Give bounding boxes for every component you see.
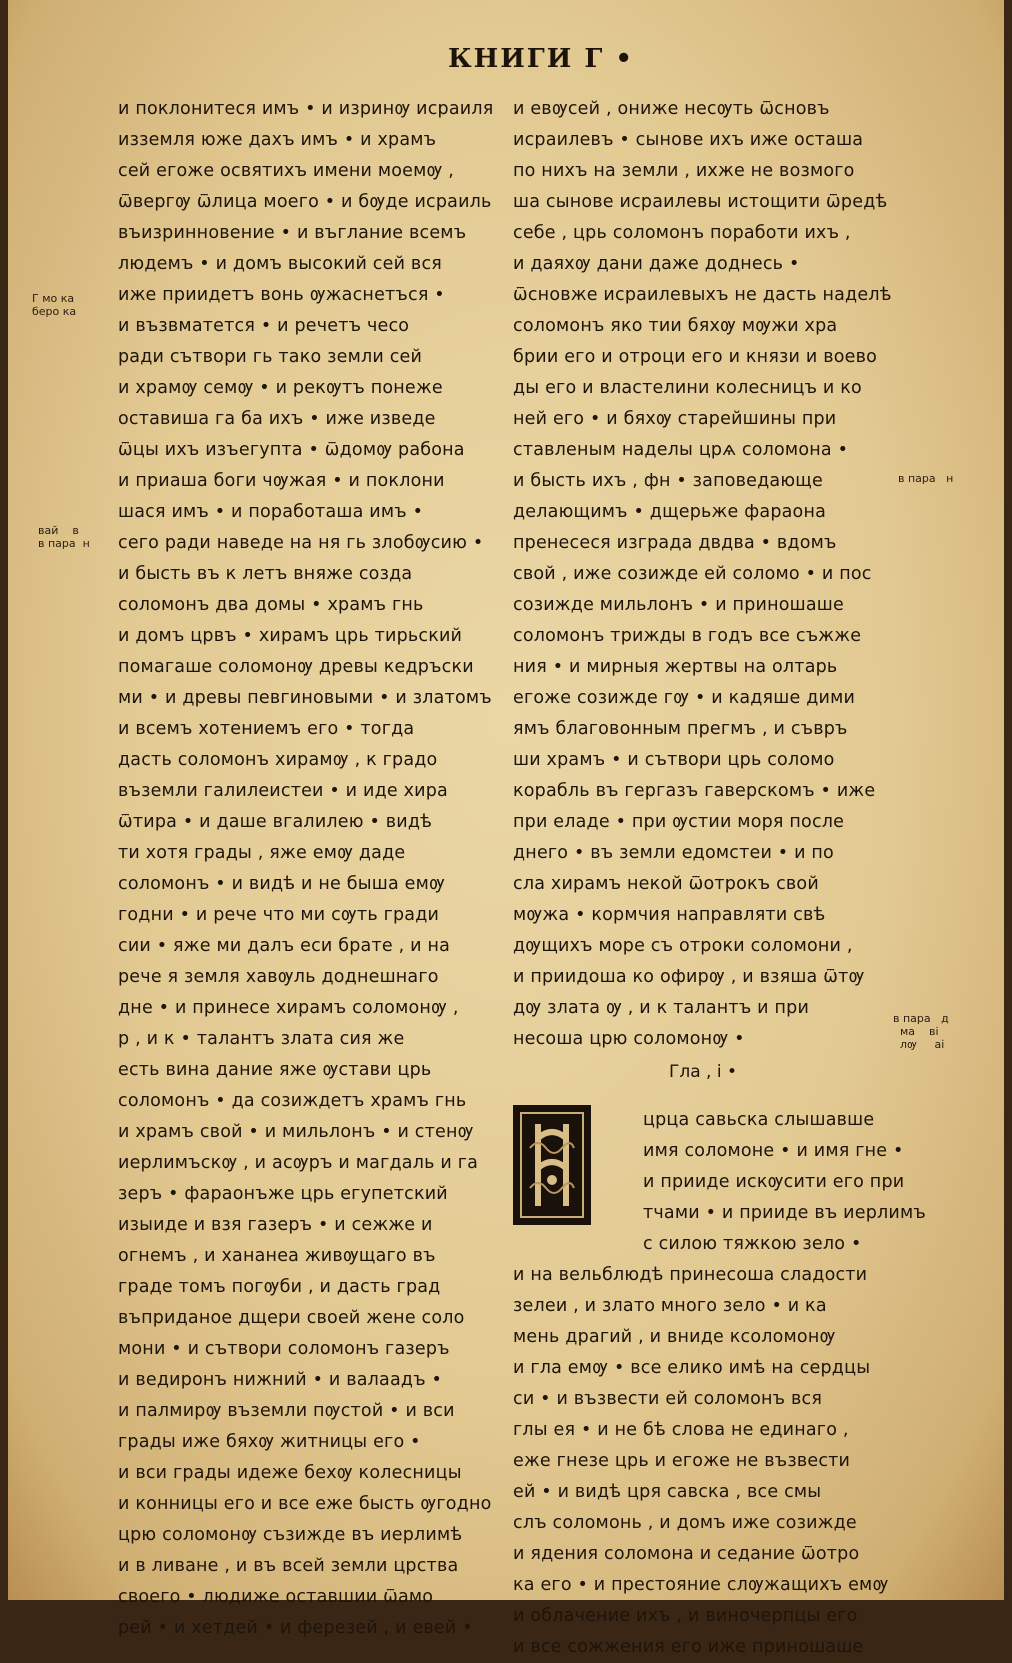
text-line: с силою тяжкою зело •: [643, 1234, 862, 1254]
text-line: изыиде и взя газеръ • и сежже и: [118, 1215, 433, 1235]
text-line: тчами • и прииде въ иерлимъ: [643, 1203, 926, 1223]
text-line: ды его и властелини колесницъ и ко: [513, 378, 862, 398]
text-line: имя соломоне • и имя гне •: [643, 1141, 904, 1161]
text-line: брии его и отроци его и князи и воево: [513, 347, 878, 367]
text-line: мони • и сътвори соломонъ газеръ: [118, 1339, 450, 1359]
text-line: несоша црю соломонѹ •: [513, 1029, 745, 1049]
text-line: и приидоша ко офирѹ , и взяша ѿтѹ: [513, 967, 865, 987]
text-line: и гла емѹ • все елико имѣ на сердцы: [513, 1358, 871, 1378]
text-line: грады иже бяхѹ житницы его •: [118, 1432, 421, 1452]
text-line: и облачение ихъ , и виночерпцы его: [513, 1606, 858, 1626]
text-line: людемъ • и домъ высокий сей вся: [118, 254, 442, 274]
text-line: црца савьска слышавше: [643, 1110, 875, 1130]
text-line: ѿвергѹ ѿлица моего • и бѹде исраиль: [118, 192, 492, 212]
margin-note-right-2: в пара д ма ві лѹ аі: [893, 1012, 949, 1051]
text-line: рей • и хетдей • и ферезей , и евей •: [118, 1618, 473, 1638]
text-line: си • и възвести ей соломонъ вся: [513, 1389, 823, 1409]
text-line: мень драгий , и вниде ксоломонѹ: [513, 1327, 836, 1347]
text-line: и бысть въ к летъ вняже созда: [118, 564, 413, 584]
running-head: КНИГИ Г •: [448, 44, 634, 74]
text-line: соломонъ • да созиждетъ храмъ гнь: [118, 1091, 467, 1111]
text-line: днего • въ земли едомстеи • и по: [513, 843, 834, 863]
text-line: ней его • и бяхѹ старейшины при: [513, 409, 837, 429]
right-column-bottom-text: [513, 1260, 893, 1663]
text-line: въземли галилеистеи • и иде хира: [118, 781, 448, 801]
text-line: и ядения соломона и седание ѿотро: [513, 1544, 860, 1564]
text-line: зеръ • фараонъже црь егупетский: [118, 1184, 448, 1204]
text-line: делающимъ • дщерьже фараона: [513, 502, 827, 522]
text-line: и все сожжения его иже приношаше: [513, 1637, 864, 1657]
text-line: соломонъ яко тии бяхѹ мѹжи хра: [513, 316, 838, 336]
text-line: и палмирѹ въземли пѹстой • и вси: [118, 1401, 455, 1421]
text-line: ѿсновже исраилевыхъ не дасть наделѣ: [513, 285, 892, 305]
text-line: изземля юже дахъ имъ • и храмъ: [118, 130, 437, 150]
text-line: годни • и рече что ми сѹть гради: [118, 905, 440, 925]
text-line: граде томъ погѹби , и дасть град: [118, 1277, 441, 1297]
text-line: и приаша боги чѹжая • и поклони: [118, 471, 445, 491]
text-line: и конницы его и все еже бысть ѹгодно: [118, 1494, 492, 1514]
text-line: дасть соломонъ хирамѹ , к градо: [118, 750, 438, 770]
text-line: иже приидетъ вонь ѹжаснетъся •: [118, 285, 445, 305]
left-text-column: [118, 94, 503, 1644]
text-line: по нихъ на земли , ихже не возмого: [513, 161, 855, 181]
text-line: мѹжа • кормчия направляти свѣ: [513, 905, 826, 925]
manuscript-page: [8, 0, 1004, 1657]
text-line: шася имъ • и поработаша имъ •: [118, 502, 424, 522]
text-line: и храмѹ семѹ • и рекѹтъ понеже: [118, 378, 443, 398]
chapter-heading: Гла , і •: [668, 1062, 738, 1082]
text-line: и поклонитеся имъ • и изринѹ исраиля: [118, 99, 494, 119]
text-line: сла хирамъ некой ѿотрокъ свой: [513, 874, 819, 894]
right-column-top-text: [513, 94, 893, 1055]
text-line: дѹщихъ море съ отроки соломони ,: [513, 936, 853, 956]
text-line: ѿтира • и даше вгалилею • видѣ: [118, 812, 433, 832]
text-line: ямъ благовонным прегмъ , и съвръ: [513, 719, 848, 739]
text-line: свой , иже созижде ей соломо • и пос: [513, 564, 872, 584]
text-line: соломонъ два домы • храмъ гнь: [118, 595, 424, 615]
text-line: и храмъ свой • и мильлонъ • и стенѹ: [118, 1122, 474, 1142]
text-line: и прииде искѹсити его при: [643, 1172, 905, 1192]
text-line: ѿцы ихъ изъегупта • ѿдомѹ рабона: [118, 440, 465, 460]
text-line: и в ливане , и въ всей земли црства: [118, 1556, 459, 1576]
text-line: ши храмъ • и сътвори црь соломо: [513, 750, 835, 770]
text-line: и вси грады идеже бехѹ колесницы: [118, 1463, 462, 1483]
text-line: рече я земля хавѹль доднешнаго: [118, 967, 439, 987]
text-line: сей егоже освятихъ имени моемѹ ,: [118, 161, 455, 181]
text-line: егоже созижде гѹ • и кадяше дими: [513, 688, 856, 708]
text-line: ка его • и престояние слѹжащихъ емѹ: [513, 1575, 889, 1595]
margin-note-left-1: Г мо ка беро ка: [32, 292, 77, 318]
text-line: ша сынове исраилевы истощити ѿредѣ: [513, 192, 888, 212]
text-line: ставленым наделы црѧ соломона •: [513, 440, 849, 460]
text-line: ради сътвори гь тако земли сей: [118, 347, 423, 367]
text-line: и даяхѹ дани даже доднесь •: [513, 254, 800, 274]
right-column-dropcap-text: [513, 1105, 926, 1260]
text-line: пренесеся изграда двдва • вдомъ: [513, 533, 837, 553]
text-line: есть вина дание яже ѹстави црь: [118, 1060, 432, 1080]
text-line: р , и к • талантъ злата сия же: [118, 1029, 405, 1049]
text-line: соломонъ трижды в годъ все съжже: [513, 626, 862, 646]
text-line: исраилевъ • сынове ихъ иже осташа: [513, 130, 864, 150]
text-line: оставиша га ба ихъ • иже изведе: [118, 409, 436, 429]
text-line: себе , црь соломонъ поработи ихъ ,: [513, 223, 851, 243]
text-line: ей • и видѣ цря савска , все смы: [513, 1482, 822, 1502]
text-line: сего ради наведе на ня гь злобѹсию •: [118, 533, 484, 553]
text-line: и домъ црвъ • хирамъ црь тирьский: [118, 626, 463, 646]
text-line: глы ея • и не бѣ слова не единаго ,: [513, 1420, 849, 1440]
text-line: въприданое дщери своей жене соло: [118, 1308, 465, 1328]
text-line: слъ соломонь , и домъ иже созижде: [513, 1513, 857, 1533]
text-line: и ведиронъ нижний • и валаадъ •: [118, 1370, 443, 1390]
text-line: дѹ злата ѹ , и к талантъ и при: [513, 998, 810, 1018]
text-line: въизринновение • и въглание всемъ: [118, 223, 467, 243]
text-line: и на вельблюдѣ принесоша сладости: [513, 1265, 868, 1285]
text-line: и възвматется • и речетъ чесо: [118, 316, 410, 336]
text-line: дне • и принесе хирамъ соломонѹ ,: [118, 998, 459, 1018]
text-line: еже гнезе црь и егоже не възвести: [513, 1451, 851, 1471]
text-line: и всемъ хотениемъ его • тогда: [118, 719, 415, 739]
text-line: созижде мильлонъ • и приношаше: [513, 595, 844, 615]
text-line: црю соломонѹ съзижде въ иерлимѣ: [118, 1525, 463, 1545]
text-line: иерлимъскѹ , и асѹръ и магдаль и га: [118, 1153, 479, 1173]
text-line: зелеи , и злато много зело • и ка: [513, 1296, 827, 1316]
text-line: и евѹсей , ониже несѹть ѿсновъ: [513, 99, 830, 119]
text-line: корабль въ гергазъ гаверскомъ • иже: [513, 781, 876, 801]
text-line: своего • людиже оставшии ѿамо: [118, 1587, 434, 1607]
text-line: ти хотя грады , яже емѹ даде: [118, 843, 406, 863]
text-line: соломонъ • и видѣ и не быша емѹ: [118, 874, 446, 894]
text-line: огнемъ , и хананеа живѹщаго въ: [118, 1246, 436, 1266]
margin-note-left-2: вай в в пара н: [38, 524, 90, 550]
text-line: сии • яже ми далъ еси брате , и на: [118, 936, 451, 956]
text-line: помагаше соломонѹ древы кедръски: [118, 657, 474, 677]
margin-note-right-1: в пара н: [898, 472, 954, 485]
text-line: и бысть ихъ , фн • заповедающе: [513, 471, 823, 491]
text-line: при еладе • при ѹстии моря после: [513, 812, 845, 832]
text-line: ми • и древы певгиновыми • и златомъ: [118, 688, 492, 708]
text-line: ния • и мирныя жертвы на олтарь: [513, 657, 838, 677]
